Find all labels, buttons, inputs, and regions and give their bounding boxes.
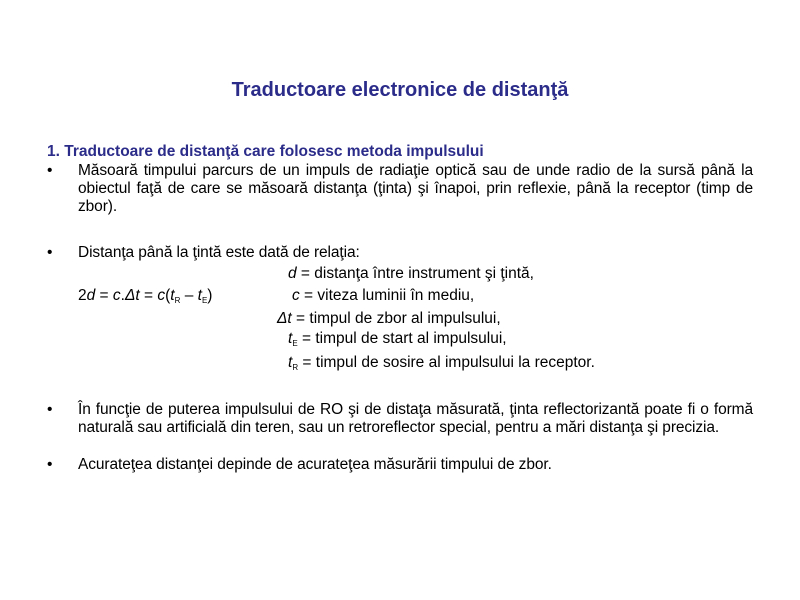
bullet-text: Distanţa până la ţintă este dată de relaţia: xyxy=(78,244,360,261)
bullet-text: Acurateţea distanţei depinde de acurateţea măsurării timpului de zbor. xyxy=(78,456,552,473)
bullet-icon: • xyxy=(47,162,53,179)
bullet-item-reflector xyxy=(47,401,753,437)
bullet-item-pulse-measurement xyxy=(47,162,753,216)
definition-delta-t: Δt = timpul de zbor al impulsului, xyxy=(277,310,501,327)
slide-title: Traductoare electronice de distanţă xyxy=(231,79,569,101)
bullet-icon: • xyxy=(47,401,53,418)
definition-d: d = distanţa între instrument şi ţintă, xyxy=(288,265,534,282)
definition-c: c = viteza luminii în mediu, xyxy=(292,287,475,304)
distance-formula: $2d = c.\Delta t = c(t_R - t_E)$ xyxy=(78,287,213,305)
definition-t-e: $t_E$ = timpul de start al impulsului, xyxy=(288,330,507,348)
section-heading: 1. Traductoare de distanţă care folosesc metoda impulsului xyxy=(47,143,484,160)
bullet-item-distance-relation xyxy=(47,244,753,262)
bullet-item-accuracy xyxy=(47,456,753,474)
definition-t-r: $t_R$ = timpul de sosire al impulsului la receptor. xyxy=(288,354,595,372)
bullet-icon: • xyxy=(47,244,53,261)
bullet-icon: • xyxy=(47,456,53,473)
bullet-text: În funcţie de puterea impulsului de RO şi de distaţa măsurată, ţinta reflectorizantă poate fi o formă naturală sau artificială din teren, sau un retroreflector special, pentru a mări distanţa şi precizia. xyxy=(78,401,753,436)
bullet-text: Măsoară timpului parcurs de un impuls de radiaţie optică sau de unde radio de la sursă până la obiectul faţă de care se măsoară distanţa (ţinta) şi înapoi, prin reflexie, până la receptor (timp de zbor). xyxy=(78,162,753,215)
